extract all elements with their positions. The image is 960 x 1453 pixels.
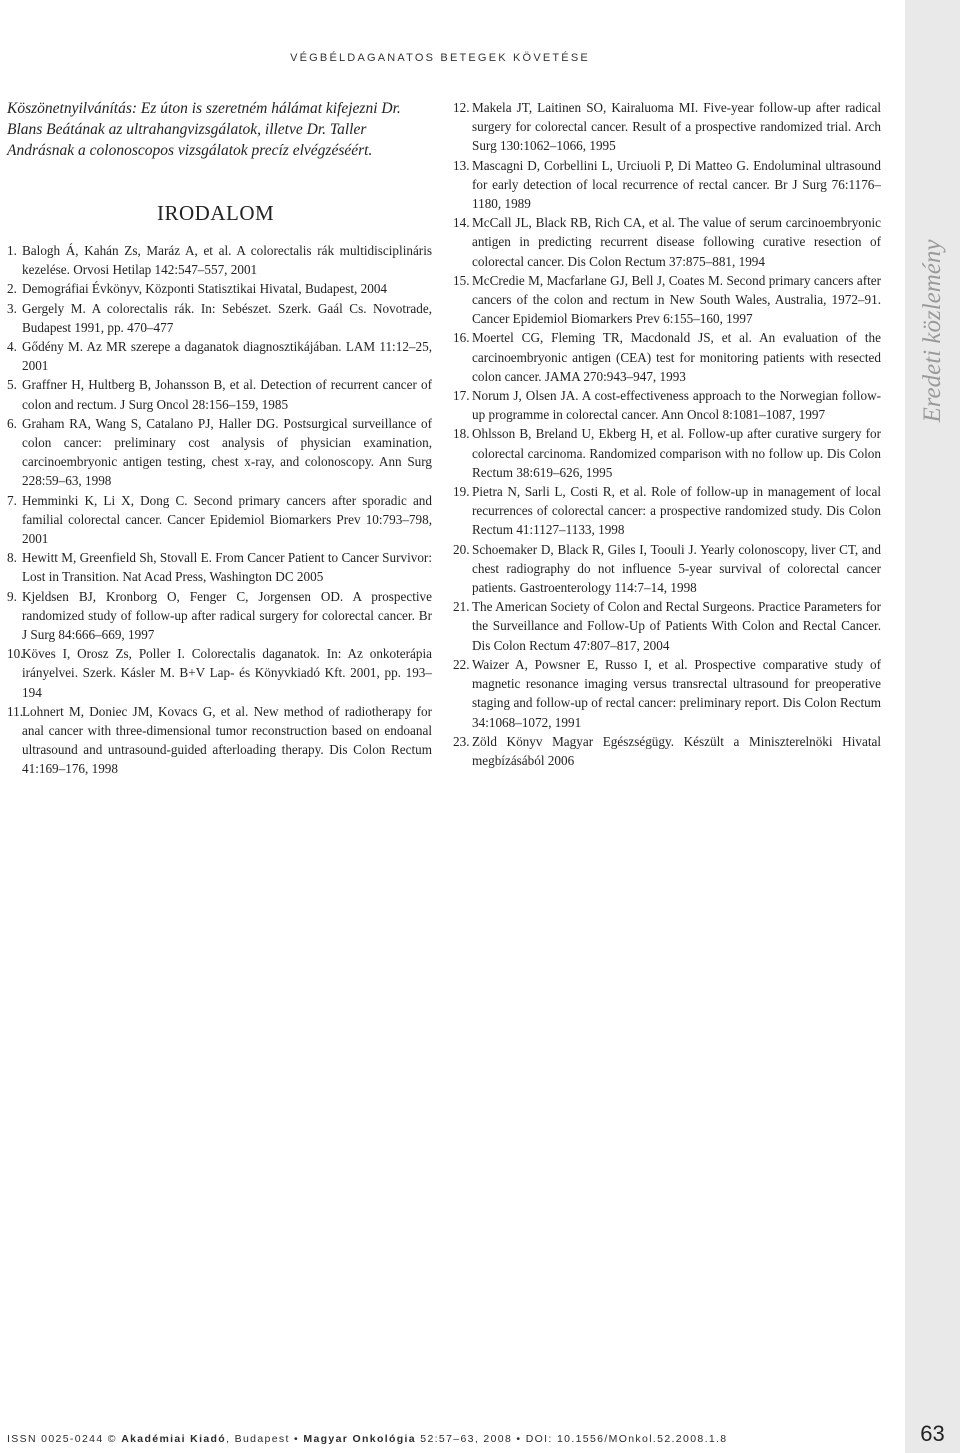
reference-text: McCall JL, Black RB, Rich CA, et al. The value of serum carcinoembryonic antigen in predicting recurrent disease following curative resection of colorectal cancer. Dis Colon Rectum 37:875–881, 1994 [472, 215, 881, 269]
acknowledgement-paragraph: Köszönetnyilvánítás: Ez úton is szeretném hálámat kifejezni Dr. Blans Beátának az ultrahangvizsgálatok, illetve Dr. Taller Andrásnak a colonoscopos vizsgálatok precíz elvégzéséért. [7, 100, 401, 159]
reference-item [7, 644, 432, 702]
reference-text: Moertel CG, Fleming TR, Macdonald JS, et al. An evaluation of the carcinoembryonic antigen (CEA) test for monitoring patients with resected colon cancer. JAMA 270:943–947, 1993 [472, 330, 881, 384]
page-footer [7, 1433, 902, 1445]
reference-item [7, 299, 432, 337]
reference-item [7, 548, 432, 586]
left-column [7, 98, 432, 779]
reference-item [453, 482, 881, 540]
reference-item [7, 279, 432, 298]
reference-text: Hemminki K, Li X, Dong C. Second primary cancers after sporadic and familial colorectal cancer. Cancer Epidemiol Biomarkers Prev 10:793–798, 2001 [22, 492, 432, 547]
reference-item [453, 386, 881, 424]
reference-number: 4. [7, 339, 17, 355]
reference-number: 9. [7, 588, 17, 604]
reference-text: Hewitt M, Greenfield Sh, Stovall E. From Cancer Patient to Cancer Survivor: Lost in Transition. Nat Acad Press, Washington DC 2005 [22, 550, 432, 585]
reference-number: 18. [453, 426, 470, 442]
reference-item [453, 732, 881, 770]
section-sidebar [905, 0, 960, 1453]
reference-item [7, 414, 432, 491]
reference-item [7, 702, 432, 779]
reference-text: Köves I, Orosz Zs, Poller I. Colorectalis daganatok. In: Az onkoterápia irányelvei. Szerk. Kásler M. B+V Lap- és Könyvkiadó Kft. 2001, pp. 193–194 [22, 646, 432, 700]
section-label: Eredeti közlemény [919, 239, 946, 423]
reference-number: 5. [7, 377, 17, 393]
reference-text: Schoemaker D, Black R, Giles I, Toouli J. Yearly colonoscopy, liver CT, and chest radiography do not influence 5-year survival of colorectal cancer patients. Gastroenterology 114:7–14, 1998 [472, 541, 881, 596]
reference-item [453, 540, 881, 598]
reference-number: 15. [453, 272, 470, 288]
reference-text: Zöld Könyv Magyar Egészségügy. Készült a Miniszterelnöki Hivatal megbízásából 2006 [472, 733, 881, 768]
reference-number: 3. [7, 300, 17, 316]
reference-number: 22. [453, 656, 470, 672]
reference-item [453, 213, 881, 271]
reference-number: 8. [7, 550, 17, 566]
reference-text: McCredie M, Macfarlane GJ, Bell J, Coates M. Second primary cancers after cancers of the colon and rectum in New South Wales, Australia, 1972–91. Cancer Epidemiol Biomarkers Prev 6:155–160, 1997 [472, 272, 881, 327]
references-heading: IRODALOM [157, 201, 275, 225]
reference-number: 13. [453, 157, 470, 173]
reference-text: Gődény M. Az MR szerepe a daganatok diagnosztikájában. LAM 11:12–25, 2001 [22, 339, 432, 374]
reference-item [453, 156, 881, 214]
reference-item [453, 655, 881, 732]
reference-list-right [453, 98, 881, 770]
reference-item [7, 587, 432, 645]
running-header: VÉGBÉLDAGANATOS BETEGEK KÖVETÉSE [290, 52, 590, 64]
reference-text: Ohlsson B, Breland U, Ekberg H, et al. Follow-up after curative surgery for colorectal carcinoma. Randomized comparison with no follow up. Dis Colon Rectum 38:619–626, 1995 [472, 426, 881, 480]
right-column [453, 98, 881, 770]
reference-number: 6. [7, 415, 17, 431]
page-number: 63 [920, 1421, 945, 1446]
reference-number: 23. [453, 733, 470, 749]
reference-item [453, 98, 881, 156]
reference-item [7, 337, 432, 375]
reference-item [7, 491, 432, 549]
reference-number: 17. [453, 388, 470, 404]
reference-text: Waizer A, Powsner E, Russo I, et al. Prospective comparative study of magnetic resonance imaging versus transrectal ultrasound for preoperative staging and follow-up of rectal cancer: preliminary report. Dis Colon Rectum 34:1068–1072, 1991 [472, 656, 881, 730]
reference-text: Gergely M. A colorectalis rák. In: Sebészet. Szerk. Gaál Cs. Novotrade, Budapest 1991, pp. 470–477 [22, 300, 432, 335]
reference-item [7, 375, 432, 413]
reference-list-left [7, 241, 432, 779]
footer-issn: ISSN 0025-0244 © [7, 1433, 117, 1445]
reference-item [7, 241, 432, 279]
reference-text: The American Society of Colon and Rectal Surgeons. Practice Parameters for the Surveillance and Follow-Up of Patients With Colon and Rectal Cancer. Dis Colon Rectum 47:807–817, 2004 [472, 599, 881, 653]
reference-text: Demográfiai Évkönyv, Központi Statisztikai Hivatal, Budapest, 2004 [22, 281, 388, 297]
reference-text: Lohnert M, Doniec JM, Kovacs G, et al. New method of radiotherapy for anal cancer with three-dimensional tumor reconstruction based on endoanal ultrasound and untrasound-guided afterloading therapy. Dis Colon Rectum 41:169–176, 1998 [22, 703, 432, 777]
reference-text: Graffner H, Hultberg B, Johansson B, et al. Detection of recurrent cancer of colon and rectum. J Surg Oncol 28:156–159, 1985 [22, 377, 432, 412]
reference-number: 19. [453, 484, 470, 500]
reference-item [453, 597, 881, 655]
reference-number: 20. [453, 541, 470, 557]
footer-citation: 52:57–63, 2008 • DOI: 10.1556/MOnkol.52.2008.1.8 [420, 1433, 728, 1445]
reference-number: 7. [7, 492, 17, 508]
reference-number: 21. [453, 599, 470, 615]
reference-number: 2. [7, 281, 17, 297]
footer-journal: Magyar Onkológia [303, 1433, 416, 1445]
reference-number: 14. [453, 215, 470, 231]
reference-item [453, 424, 881, 482]
reference-number: 16. [453, 330, 470, 346]
reference-item [453, 328, 881, 386]
reference-number: 10. [7, 646, 24, 662]
reference-text: Kjeldsen BJ, Kronborg O, Fenger C, Jorgensen OD. A prospective randomized study of follow-up after radical surgery for colorectal cancer. Br J Surg 84:666–669, 1997 [22, 588, 432, 643]
reference-text: Graham RA, Wang S, Catalano PJ, Haller DG. Postsurgical surveillance of colon cancer: preliminary cost analysis of physician examination, carcinoembryonic antigen testing, chest x-ray, and colonoscopy. Ann Surg 228:59–63, 1998 [22, 415, 432, 489]
reference-number: 1. [7, 243, 17, 258]
reference-text: Norum J, Olsen JA. A cost-effectiveness approach to the Norwegian follow-up programme in colorectal cancer. Ann Oncol 8:1081–1087, 1997 [472, 388, 881, 423]
reference-number: 12. [453, 100, 470, 115]
footer-city: , Budapest • [226, 1433, 300, 1445]
reference-item [453, 271, 881, 329]
reference-text: Mascagni D, Corbellini L, Urciuoli P, Di Matteo G. Endoluminal ultrasound for early detection of local recurrence of rectal cancer. Br J Surg 76:1176–1180, 1989 [472, 157, 881, 212]
footer-publisher: Akadémiai Kiadó [121, 1433, 227, 1445]
reference-number: 11. [7, 703, 23, 719]
reference-text: Makela JT, Laitinen SO, Kairaluoma MI. Five-year follow-up after radical surgery for colorectal cancer. Result of a prospective randomized trial. Arch Surg 130:1062–1066, 1995 [472, 100, 881, 154]
reference-text: Balogh Á, Kahán Zs, Maráz A, et al. A colorectalis rák multidisciplináris kezelése. Orvosi Hetilap 142:547–557, 2001 [22, 243, 432, 278]
reference-text: Pietra N, Sarli L, Costi R, et al. Role of follow-up in management of local recurrences of colorectal cancer: a prospective randomized study. Dis Colon Rectum 41:1127–1133, 1998 [472, 484, 881, 538]
